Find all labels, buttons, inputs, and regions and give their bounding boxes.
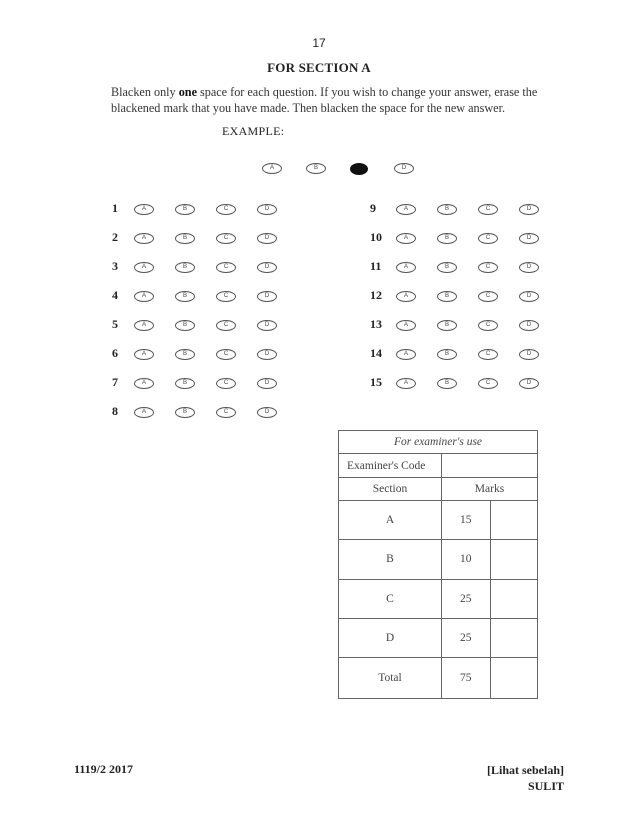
examiner-table-heading: For examiner's use [339, 431, 538, 454]
answer-bubble-d[interactable]: D [257, 407, 277, 418]
answer-bubble-a[interactable]: A [396, 233, 416, 244]
answer-bubble-c[interactable]: C [478, 378, 498, 389]
answer-bubble-b[interactable]: B [175, 349, 195, 360]
answer-bubble-b[interactable]: B [175, 262, 195, 273]
answer-bubble-c[interactable]: C [216, 233, 236, 244]
answer-bubble-c[interactable]: C [478, 320, 498, 331]
examiner-code-label: Examiner's Code [339, 454, 442, 478]
answer-bubble-b[interactable]: B [175, 407, 195, 418]
answer-bubble-a[interactable]: A [134, 262, 154, 273]
question-number: 14 [370, 346, 382, 360]
answer-bubble-b[interactable]: B [175, 378, 195, 389]
max-marks-cell: 15 [442, 501, 491, 540]
question-number: 8 [112, 404, 118, 418]
question-number: 3 [112, 259, 118, 273]
answer-bubble-d[interactable]: D [257, 262, 277, 273]
section-cell: C [339, 579, 442, 618]
answer-bubble-a[interactable]: A [134, 291, 154, 302]
answer-bubble-d[interactable]: D [257, 378, 277, 389]
answer-bubble-b[interactable]: B [437, 262, 457, 273]
question-number: 12 [370, 288, 382, 302]
example-bubble-a[interactable]: A [262, 163, 282, 174]
next-page-note: [Lihat sebelah] [486, 763, 564, 777]
question-number: 7 [112, 375, 118, 389]
answer-bubble-a[interactable]: A [396, 262, 416, 273]
section-cell: A [339, 501, 442, 540]
answer-bubble-b[interactable]: B [437, 349, 457, 360]
examiner-code-field[interactable] [442, 454, 538, 478]
answer-bubble-d[interactable]: D [257, 349, 277, 360]
answer-bubble-c[interactable]: C [478, 291, 498, 302]
section-title: FOR SECTION A [267, 60, 371, 75]
answer-bubble-d[interactable]: D [257, 320, 277, 331]
answer-bubble-b[interactable]: B [437, 320, 457, 331]
answer-bubble-d[interactable]: D [519, 320, 539, 331]
question-number: 13 [370, 317, 382, 331]
question-number: 2 [112, 230, 118, 244]
answer-bubble-c[interactable]: C [478, 262, 498, 273]
answer-bubble-c[interactable]: C [216, 407, 236, 418]
max-marks-cell: 25 [442, 579, 491, 618]
section-cell: D [339, 618, 442, 657]
answer-bubble-b[interactable]: B [437, 233, 457, 244]
answer-bubble-a[interactable]: A [396, 204, 416, 215]
answer-bubble-b[interactable]: B [175, 320, 195, 331]
max-marks-cell: 25 [442, 618, 491, 657]
section-column-header: Section [339, 478, 442, 501]
answer-bubble-b[interactable]: B [437, 378, 457, 389]
answer-bubble-d[interactable]: D [257, 204, 277, 215]
question-number: 4 [112, 288, 118, 302]
answer-bubble-a[interactable]: A [134, 204, 154, 215]
section-cell: B [339, 540, 442, 579]
answer-bubble-d[interactable]: D [519, 262, 539, 273]
instructions-part2: space for each question. If you wish to change your answer, erase the blackened mark that you have made. Then blacken the space for the new answer. [111, 85, 538, 115]
example-bubble-b[interactable]: B [306, 163, 326, 174]
score-cell[interactable] [491, 540, 538, 579]
instructions-text [111, 84, 541, 116]
answer-bubble-a[interactable]: A [134, 320, 154, 331]
instructions-emphasis: one [178, 85, 197, 99]
answer-bubble-c[interactable]: C [216, 378, 236, 389]
answer-bubble-a[interactable]: A [134, 378, 154, 389]
example-label: EXAMPLE: [222, 124, 285, 138]
max-marks-cell: 10 [442, 540, 491, 579]
total-score-cell[interactable] [491, 657, 538, 698]
answer-bubble-a[interactable]: A [396, 291, 416, 302]
classification-label: SULIT [527, 779, 564, 793]
marks-column-header: Marks [442, 478, 538, 501]
example-bubble-d[interactable]: D [394, 163, 414, 174]
score-cell[interactable] [491, 618, 538, 657]
answer-bubble-b[interactable]: B [437, 291, 457, 302]
answer-bubble-b[interactable]: B [175, 233, 195, 244]
answer-bubble-a[interactable]: A [134, 233, 154, 244]
answer-bubble-d[interactable]: D [519, 349, 539, 360]
total-label-cell: Total [339, 657, 442, 698]
answer-bubble-c[interactable]: C [478, 204, 498, 215]
answer-bubble-c[interactable]: C [216, 291, 236, 302]
example-bubble-c[interactable] [350, 163, 368, 175]
score-cell[interactable] [491, 501, 538, 540]
answer-bubble-a[interactable]: A [396, 378, 416, 389]
answer-bubble-d[interactable]: D [257, 233, 277, 244]
question-number: 5 [112, 317, 118, 331]
score-cell[interactable] [491, 579, 538, 618]
answer-bubble-c[interactable]: C [216, 320, 236, 331]
answer-bubble-d[interactable]: D [519, 204, 539, 215]
question-number: 15 [370, 375, 382, 389]
question-number: 11 [370, 259, 382, 273]
total-marks-cell: 75 [442, 657, 491, 698]
answer-bubble-d[interactable]: D [519, 378, 539, 389]
answer-bubble-c[interactable]: C [216, 204, 236, 215]
question-number: 9 [370, 201, 376, 215]
page-number: 17 [312, 36, 326, 50]
answer-bubble-c[interactable]: C [216, 262, 236, 273]
answer-bubble-c[interactable]: C [478, 233, 498, 244]
question-number: 1 [112, 201, 118, 215]
instructions-part1: Blacken only [111, 85, 179, 99]
answer-bubble-d[interactable]: D [257, 291, 277, 302]
answer-bubble-a[interactable]: A [396, 349, 416, 360]
answer-bubble-a[interactable]: A [134, 407, 154, 418]
question-number: 10 [370, 230, 382, 244]
answer-bubble-b[interactable]: B [175, 204, 195, 215]
answer-bubble-a[interactable]: A [134, 349, 154, 360]
footer-right [450, 762, 564, 794]
answer-bubble-b[interactable]: B [175, 291, 195, 302]
answer-bubble-d[interactable]: D [519, 233, 539, 244]
question-number: 6 [112, 346, 118, 360]
examiner-table [338, 430, 538, 699]
answer-bubble-c[interactable]: C [216, 349, 236, 360]
answer-bubble-a[interactable]: A [396, 320, 416, 331]
answer-bubble-c[interactable]: C [478, 349, 498, 360]
answer-bubble-b[interactable]: B [437, 204, 457, 215]
answer-bubble-d[interactable]: D [519, 291, 539, 302]
paper-code: 1119/2 2017 [74, 762, 134, 776]
